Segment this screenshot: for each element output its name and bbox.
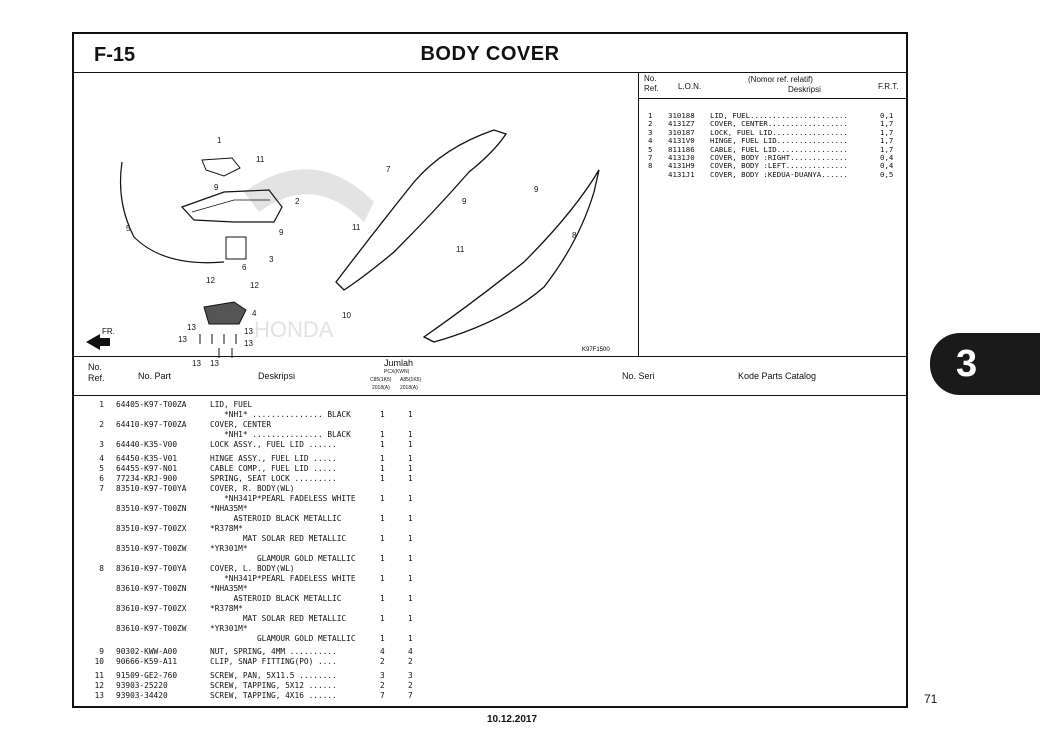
reference-table	[638, 72, 908, 356]
part-number: 83610-K97-T00ZX	[116, 604, 187, 613]
part-number: 64455-K97-N01	[116, 464, 178, 473]
ref-row-desc: COVER, CENTER..................	[710, 119, 848, 129]
ref-row-frt: 0,4	[880, 153, 894, 162]
ref-row-lon: 4131V0	[668, 136, 695, 146]
part-description: *NH341P*PEARL FADELESS WHITE	[210, 494, 356, 503]
parts-header-part: No. Part	[138, 371, 172, 381]
table-row	[74, 534, 906, 544]
part-ref: 13	[94, 691, 104, 700]
ref-row-frt: 1,7	[880, 144, 894, 154]
qty-b: 2	[408, 657, 413, 666]
qty-b: 1	[408, 494, 413, 503]
ref-row-no: 1	[648, 111, 653, 120]
part-description: *YR301M*	[210, 624, 248, 633]
part-description: *R378M*	[210, 524, 243, 533]
svg-text:HONDA: HONDA	[254, 317, 334, 342]
ref-row-lon: 4131J0	[668, 153, 695, 162]
table-row	[74, 691, 906, 701]
table-row	[74, 594, 906, 604]
ref-row-desc: CABLE, FUEL LID................	[710, 144, 848, 154]
ref-row-desc: LID, FUEL......................	[710, 111, 848, 120]
ref-row-no: 3	[648, 127, 653, 137]
callout: 2	[295, 197, 300, 206]
diagram-code: K97F1500	[582, 347, 610, 353]
parts-header-model: PCX(KWN)	[384, 369, 410, 375]
table-row	[74, 544, 906, 554]
part-number: 83610-K97-T00YA	[116, 564, 187, 573]
parts-header-seri: No. Seri	[622, 371, 655, 381]
callout: 9	[214, 183, 219, 192]
table-row	[74, 484, 906, 494]
table-row	[74, 454, 906, 464]
qty-a: 1	[380, 464, 385, 473]
part-description: CLIP, SNAP FITTING(PO) ....	[210, 657, 337, 666]
callout: 11	[256, 155, 265, 164]
qty-a: 1	[380, 454, 385, 463]
part-number: 93903-25220	[116, 681, 168, 690]
table-row	[74, 584, 906, 594]
ref-row-lon: 310188	[668, 111, 695, 120]
table-row	[74, 671, 906, 681]
qty-a: 1	[380, 494, 385, 503]
part-description: MAT SOLAR RED METALLIC	[210, 614, 347, 623]
ref-row-frt: 1,7	[880, 127, 894, 137]
callout: 13	[187, 323, 196, 332]
part-description: LOCK ASSY., FUEL LID ......	[210, 440, 337, 449]
table-row	[74, 554, 906, 564]
table-row	[74, 464, 906, 474]
section-tab-number: 3	[956, 343, 978, 385]
cable-part	[121, 162, 225, 263]
part-number: 90666-K59-A11	[116, 657, 178, 666]
ref-row-desc: HINGE, FUEL LID................	[710, 136, 848, 146]
part-number: 93903-34420	[116, 691, 168, 700]
ref-header-no: No. Ref.	[644, 74, 659, 93]
lock-assy-part	[226, 237, 246, 259]
part-number: 64410-K97-T00ZA	[116, 420, 187, 429]
reference-table-header	[638, 72, 908, 99]
qty-b: 1	[408, 574, 413, 583]
part-number: 83610-K97-T00ZW	[116, 624, 187, 633]
part-number: 83510-K97-T00ZN	[116, 504, 187, 513]
ref-row-lon: 4131Z7	[668, 119, 695, 129]
ref-row-no: 7	[648, 153, 653, 162]
fuel-lid-part	[202, 158, 240, 176]
table-row	[74, 681, 906, 691]
page-header	[74, 34, 906, 73]
page-title: BODY COVER	[420, 43, 560, 65]
part-description: ASTEROID BLACK METALLIC	[210, 594, 342, 603]
part-number: 91509-GE2-760	[116, 671, 178, 680]
table-row	[74, 524, 906, 534]
callout: 12	[206, 276, 215, 285]
parts-header-col-b: A85(1K5)	[400, 377, 422, 383]
table-row	[74, 474, 906, 484]
qty-a: 1	[380, 594, 385, 603]
callout: 9	[534, 185, 539, 194]
ref-row-no: 2	[648, 119, 653, 129]
ref-row-no: 4	[648, 136, 653, 146]
qty-b: 1	[408, 464, 413, 473]
table-row	[74, 624, 906, 634]
ref-header-frt: F.R.T.	[878, 82, 899, 91]
callout: 4	[252, 309, 257, 318]
qty-b: 2	[408, 681, 413, 690]
qty-b: 1	[408, 514, 413, 523]
part-ref: 7	[99, 484, 104, 493]
callout: 6	[242, 263, 247, 272]
part-description: SCREW, TAPPING, 5X12 ......	[210, 681, 337, 690]
ref-row-lon: 4131J1	[668, 169, 695, 179]
table-row	[74, 430, 906, 440]
part-description: ASTEROID BLACK METALLIC	[210, 514, 342, 523]
part-description: HINGE ASSY., FUEL LID .....	[210, 454, 337, 463]
part-description: SCREW, TAPPING, 4X16 ......	[210, 691, 337, 700]
part-ref: 9	[99, 647, 104, 656]
table-row	[74, 514, 906, 524]
part-description: SCREW, PAN, 5X11.5 ........	[210, 671, 337, 680]
qty-b: 1	[408, 440, 413, 449]
part-number: 64450-K35-V01	[116, 454, 178, 463]
part-description: *YR301M*	[210, 544, 248, 553]
section-tab	[930, 333, 1040, 395]
qty-b: 4	[408, 647, 413, 656]
ref-row-frt: 0,1	[880, 111, 894, 120]
figure-number: F-15	[94, 44, 136, 66]
part-description: MAT SOLAR RED METALLIC	[210, 534, 347, 543]
part-ref: 6	[99, 474, 104, 483]
part-number: 83510-K97-T00YA	[116, 484, 187, 493]
ref-row-desc: COVER, BODY :LEFT..............	[710, 161, 848, 171]
qty-b: 1	[408, 454, 413, 463]
callout: 10	[342, 311, 351, 320]
left-body-cover-part	[424, 170, 599, 342]
callout: 3	[269, 255, 274, 264]
print-date: 10.12.2017	[486, 714, 538, 725]
ref-header-desc-top: (Nomor ref. relatif)	[748, 75, 813, 84]
parts-table-header	[74, 356, 906, 396]
qty-b: 1	[408, 410, 413, 419]
screws-group	[200, 334, 236, 358]
parts-header-year-b: 2018(A)	[400, 385, 418, 391]
part-description: LID, FUEL	[210, 400, 253, 409]
table-row	[74, 400, 906, 410]
ref-row-desc: LOCK, FUEL LID.................	[710, 127, 848, 137]
callout: 13	[178, 335, 187, 344]
callout: 11	[456, 245, 465, 254]
table-row	[74, 574, 906, 584]
part-description: SPRING, SEAT LOCK .........	[210, 474, 337, 483]
part-number: 83510-K97-T00ZX	[116, 524, 187, 533]
qty-b: 1	[408, 474, 413, 483]
part-ref: 3	[99, 440, 104, 449]
callout: 13	[244, 339, 253, 348]
hinge-part	[204, 302, 246, 324]
qty-a: 2	[380, 657, 385, 666]
part-number: 90302-KWW-A00	[116, 647, 178, 656]
part-description: CABLE COMP., FUEL LID .....	[210, 464, 337, 473]
ref-row-frt: 1,7	[880, 136, 894, 146]
callout: 13	[244, 327, 253, 336]
qty-b: 7	[408, 691, 413, 700]
qty-b: 1	[408, 534, 413, 543]
ref-row-lon: 811186	[668, 144, 695, 154]
table-row	[74, 634, 906, 644]
part-description: GLAMOUR GOLD METALLIC	[210, 554, 356, 563]
qty-a: 7	[380, 691, 385, 700]
part-ref: 2	[99, 420, 104, 429]
qty-a: 1	[380, 614, 385, 623]
part-number: 83510-K97-T00ZW	[116, 544, 187, 553]
qty-a: 1	[380, 430, 385, 439]
qty-b: 1	[408, 554, 413, 563]
ref-row-frt: 0,4	[880, 161, 894, 171]
qty-a: 1	[380, 634, 385, 643]
parts-header-desc: Deskripsi	[258, 371, 296, 381]
part-description: *R378M*	[210, 604, 243, 613]
parts-header-kode: Kode Parts Catalog	[738, 371, 817, 381]
qty-b: 1	[408, 614, 413, 623]
table-row	[74, 494, 906, 504]
qty-a: 1	[380, 514, 385, 523]
part-number: 83610-K97-T00ZN	[116, 584, 187, 593]
ref-row-desc: COVER, BODY :RIGHT.............	[710, 153, 848, 162]
qty-b: 3	[408, 671, 413, 680]
part-description: *NH1* ............... BLACK	[210, 430, 351, 439]
page-number: 71	[924, 692, 938, 706]
table-row	[74, 410, 906, 420]
part-description: COVER, L. BODY(WL)	[210, 564, 295, 573]
table-row	[74, 604, 906, 614]
part-ref: 5	[99, 464, 104, 473]
qty-a: 4	[380, 647, 385, 656]
part-ref: 4	[99, 454, 104, 463]
table-row	[74, 564, 906, 574]
callout: 5	[126, 224, 131, 233]
ref-row-lon: 310187	[668, 127, 695, 137]
qty-a: 1	[380, 534, 385, 543]
callout: 11	[352, 223, 361, 232]
qty-a: 1	[380, 474, 385, 483]
qty-a: 1	[380, 410, 385, 419]
ref-header-lon: L.O.N.	[678, 82, 702, 91]
table-row	[74, 647, 906, 657]
table-row	[74, 440, 906, 450]
parts-header-no: No. Ref.	[88, 362, 105, 383]
parts-header-col-a: C85(1K5)	[370, 377, 392, 383]
qty-a: 1	[380, 574, 385, 583]
callout: 13	[192, 359, 201, 368]
table-row	[74, 657, 906, 667]
part-description: *NH341P*PEARL FADELESS WHITE	[210, 574, 356, 583]
qty-b: 1	[408, 594, 413, 603]
table-row	[74, 504, 906, 514]
table-row	[74, 614, 906, 624]
qty-a: 1	[380, 554, 385, 563]
callout: 9	[462, 197, 467, 206]
ref-header-desc: Deskripsi	[788, 85, 821, 94]
callout: 9	[279, 228, 284, 237]
callout: 7	[386, 165, 391, 174]
part-description: GLAMOUR GOLD METALLIC	[210, 634, 356, 643]
qty-a: 1	[380, 440, 385, 449]
qty-a: 3	[380, 671, 385, 680]
honda-watermark	[244, 169, 374, 342]
part-number: 64405-K97-T00ZA	[116, 400, 187, 409]
part-description: COVER, CENTER	[210, 420, 272, 429]
direction-label: FR.	[102, 327, 115, 336]
part-description: COVER, R. BODY(WL)	[210, 484, 295, 493]
ref-row-lon: 4131H9	[668, 161, 695, 171]
part-ref: 10	[94, 657, 104, 666]
part-description: *NH1* ............... BLACK	[210, 410, 351, 419]
callout: 13	[210, 359, 219, 368]
part-ref: 8	[99, 564, 104, 573]
part-description: *NHA35M*	[210, 584, 248, 593]
part-description: NUT, SPRING, 4MM ..........	[210, 647, 337, 656]
part-ref: 1	[99, 400, 104, 409]
front-arrow-icon	[86, 334, 110, 350]
part-number: 77234-KRJ-900	[116, 474, 178, 483]
callout: 12	[250, 281, 259, 290]
qty-a: 2	[380, 681, 385, 690]
parts-header-year-a: 2018(A)	[372, 385, 390, 391]
callout: 8	[572, 231, 577, 240]
qty-b: 1	[408, 430, 413, 439]
part-description: *NHA35M*	[210, 504, 248, 513]
catalog-page-frame	[72, 32, 908, 708]
ref-row-no: 5	[648, 144, 653, 154]
part-number: 64440-K35-V00	[116, 440, 178, 449]
part-ref: 11	[94, 671, 104, 680]
parts-header-jumlah: Jumlah	[384, 358, 414, 368]
ref-row-frt: 1,7	[880, 119, 894, 129]
callout: 1	[217, 136, 222, 145]
ref-row-no: 8	[648, 161, 653, 171]
ref-row-frt: 0,5	[880, 169, 894, 179]
part-ref: 12	[94, 681, 104, 690]
ref-row-desc: COVER, BODY :KEDUA-DUANYA......	[710, 169, 848, 179]
callout-numbers	[126, 136, 577, 368]
table-row	[74, 420, 906, 430]
qty-b: 1	[408, 634, 413, 643]
